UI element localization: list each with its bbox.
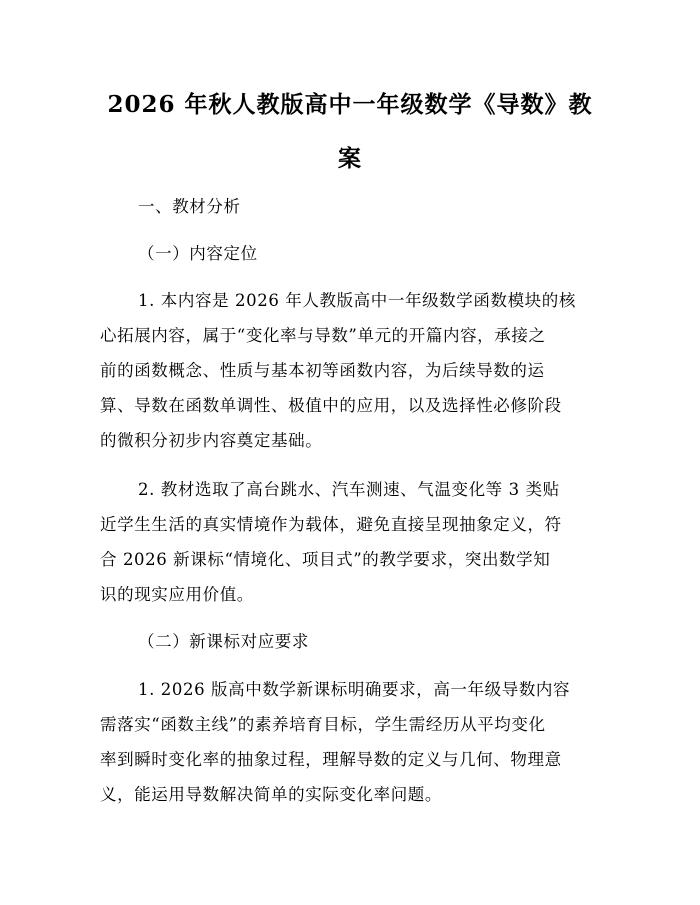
paragraph-3-line-4: 义，能运用导数解决简单的实际变化率问题。 (100, 785, 442, 804)
paragraph-2-line-1: 2. 教材选取了高台跳水、汽车测速、气温变化等 3 类贴 (138, 480, 560, 499)
paragraph-1-line-4: 算、导数在函数单调性、极值中的应用，以及选择性必修阶段 (100, 396, 562, 415)
document-title-line-1: 2026 年秋人教版高中一年级数学《导数》教 (107, 91, 593, 118)
paragraph-1-line-2: 心拓展内容，属于“变化率与导数”单元的开篇内容，承接之 (100, 326, 546, 345)
paragraph-1-line-3: 前的函数概念、性质与基本初等函数内容，为后续导数的运 (100, 361, 545, 380)
subsection-heading-curriculum-requirements: （二）新课标对应要求 (138, 632, 309, 651)
subsection-heading-content-position: （一）内容定位 (138, 244, 258, 263)
document-title-line-2: 案 (338, 145, 362, 172)
section-heading-textbook-analysis: 一、教材分析 (138, 197, 241, 216)
paragraph-3-line-3: 率到瞬时变化率的抽象过程，理解导数的定义与几何、物理意 (100, 750, 562, 769)
paragraph-1-line-5: 的微积分初步内容奠定基础。 (100, 431, 323, 450)
paragraph-2-line-2: 近学生生活的真实情境作为载体，避免直接呈现抽象定义，符 (100, 515, 562, 534)
paragraph-2-line-4: 识的现实应用价值。 (100, 585, 254, 604)
paragraph-2-line-3: 合 2026 新课标“情境化、项目式”的教学要求，突出数学知 (100, 550, 551, 569)
paragraph-3-line-1: 1. 2026 版高中数学新课标明确要求，高一年级导数内容 (138, 680, 571, 699)
paragraph-1-line-1: 1. 本内容是 2026 年人教版高中一年级数学函数模块的核 (138, 291, 576, 310)
paragraph-3-line-2: 需落实“函数主线”的素养培育目标，学生需经历从平均变化 (100, 715, 546, 734)
